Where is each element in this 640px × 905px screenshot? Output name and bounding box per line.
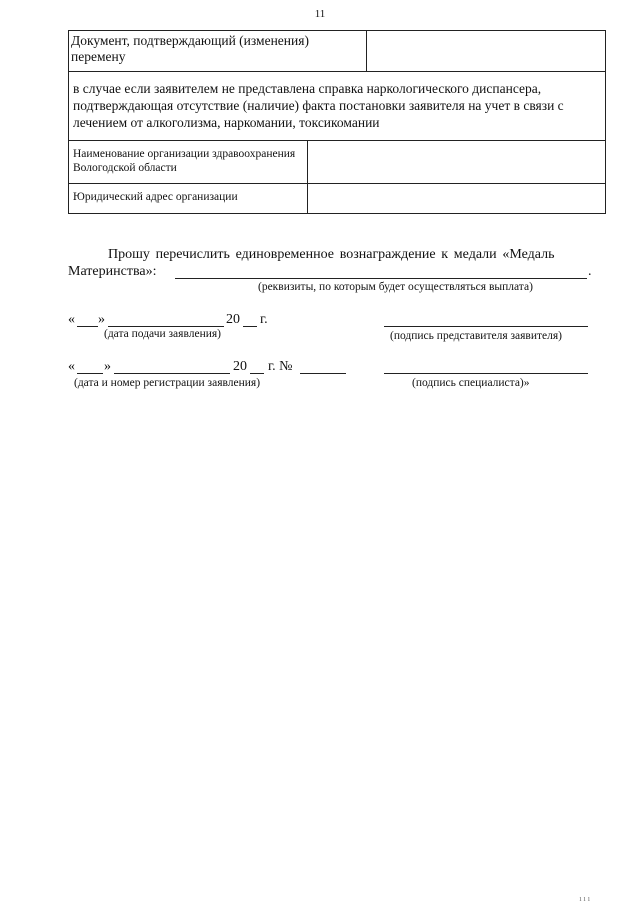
- reg-number-label: г. №: [268, 359, 293, 374]
- org-address-label: Юридический адрес организации: [73, 191, 238, 203]
- reg-date-open-quote: «: [68, 359, 75, 374]
- page-number: 11: [314, 8, 326, 20]
- table-divider: [307, 141, 308, 213]
- footer-mark: ııı: [579, 894, 592, 903]
- reg-number-field[interactable]: [300, 373, 346, 374]
- representative-signature-field[interactable]: [384, 326, 588, 327]
- specialist-signature-caption: (подпись специалиста)»: [412, 377, 530, 389]
- year-field[interactable]: [243, 326, 257, 327]
- specialist-signature-field[interactable]: [384, 373, 588, 374]
- reg-year-prefix: 20: [233, 359, 247, 374]
- representative-signature-caption: (подпись представителя заявителя): [390, 330, 562, 342]
- table-narcology-note: [68, 71, 606, 141]
- request-line-2-suffix: .: [588, 264, 592, 279]
- reg-day-field[interactable]: [77, 373, 103, 374]
- reg-year-field[interactable]: [250, 373, 264, 374]
- org-name-label: Наименование организации здравоохранения Вологодской области: [73, 148, 296, 174]
- table-document-change: [68, 30, 606, 72]
- document-change-label: Документ, подтверждающий (изменения) перемену: [71, 33, 309, 65]
- reg-date-close-quote: »: [104, 359, 111, 374]
- reg-month-field[interactable]: [114, 373, 230, 374]
- registration-caption: (дата и номер регистрации заявления): [74, 377, 261, 389]
- year-suffix: г.: [260, 312, 268, 327]
- table-row-divider: [69, 183, 605, 184]
- narcology-note-text: в случае если заявителем не представлена справка наркологического диспансера, подтверждающая отсутствие (наличие) факта постановки заявителя на учет в связи с лечением от алкоголизма, наркомании, токсикомании: [73, 81, 564, 130]
- bank-details-field[interactable]: [175, 278, 587, 279]
- submission-date-caption: (дата подачи заявления): [104, 328, 221, 340]
- date-close-quote: »: [98, 312, 105, 327]
- year-prefix: 20: [226, 312, 240, 327]
- day-field[interactable]: [77, 326, 98, 327]
- date-open-quote: «: [68, 312, 75, 327]
- request-line-1: Прошу перечислить единовременное вознаграждение к медали «Медаль: [108, 247, 555, 262]
- month-field[interactable]: [108, 326, 224, 327]
- request-line-2-prefix: Материнства»:: [68, 264, 157, 279]
- table-divider: [366, 31, 367, 71]
- table-organization: [68, 140, 606, 214]
- bank-details-caption: (реквизиты, по которым будет осуществляться выплата): [258, 281, 533, 293]
